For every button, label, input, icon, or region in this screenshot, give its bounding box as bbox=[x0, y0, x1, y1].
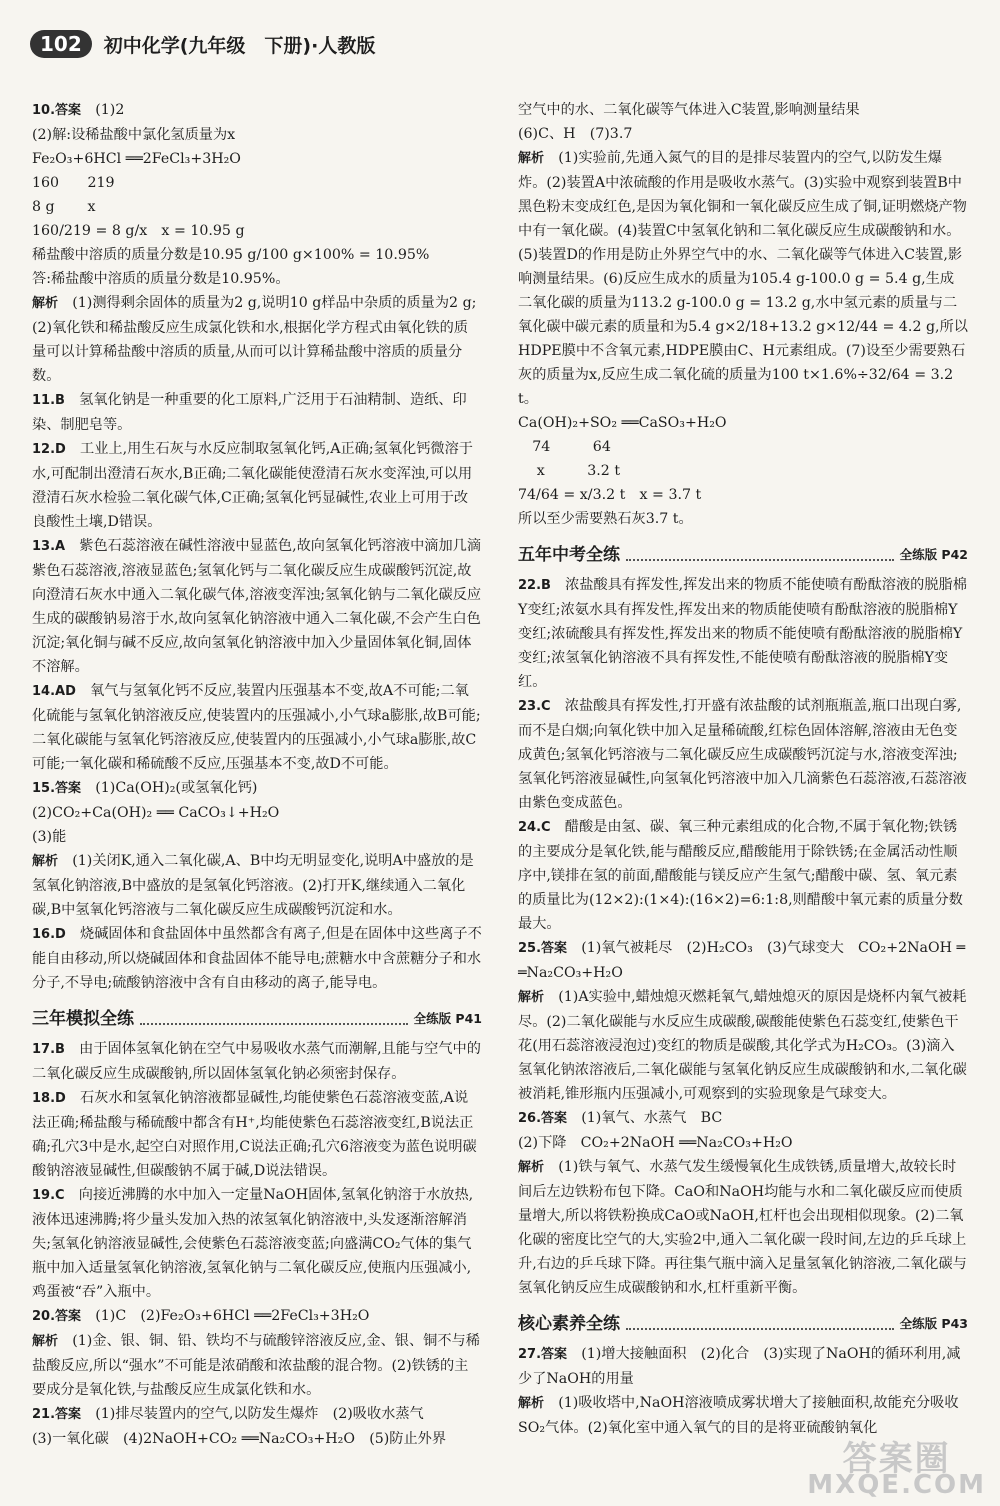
question-23: 23.C 浓盐酸具有挥发性,打开盛有浓盐酸的试剂瓶瓶盖,瓶口出现白雾,而不是白烟;向氧化铁中加入足量稀硫酸,红棕色固体溶解,溶液由无色变成黄色;氢氧化钙溶液与二氧化碳反应生成碳酸钙沉淀与水,溶液变浑浊;氢氧化钙溶液显碱性,向氢氧化钙溶液中加入几滴紫色石蕊溶液,石蕊溶液由紫色变成蓝色。 bbox=[518, 698, 967, 811]
question-12: 12.D 工业上,用生石灰与水反应制取氢氧化钙,A正确;氢氧化钙微溶于水,可配制出澄清石灰水,B正确;二氧化碳能使澄清石灰水变浑浊,可以用澄清石灰水检验二氧化碳气体,C正确;氢氧化钙显碱性,农业上可用于改良酸性土壤,D错误。 bbox=[32, 441, 473, 530]
page-header bbox=[30, 22, 375, 66]
section-divider bbox=[626, 1328, 894, 1330]
page-number: 102 bbox=[30, 30, 92, 58]
question-11: 11.B 氢氧化钠是一种重要的化工原料,广泛用于石油精制、造纸、印染、制肥皂等。 bbox=[32, 392, 467, 433]
section-header-five-year: 五年中考全练 全练版 P42 bbox=[518, 545, 968, 565]
watermark-logo: 答案圈 MXQE.COM bbox=[807, 1439, 986, 1500]
section-divider bbox=[140, 1023, 408, 1025]
question-20: 20.答案 (1)C (2)Fe₂O₃+6HCl ══2FeCl₃+3H₂O 解析 (1)金、银、铜、铅、铁均不与硫酸锌溶液反应,金、银、铜不与稀盐酸反应,所以“强水”不可能是浓硝酸和浓盐酸的混合物。(2)铁锈的主要成分是氧化铁,与盐酸反应生成氯化铁和水。 bbox=[32, 1308, 480, 1398]
question-10: 10.答案 (1)2 (2)解:设稀盐酸中氯化氢质量为x Fe₂O₃+6HCl ══2FeCl₃+3H₂O 160 219 8 g x 160/219 = 8 g/x x = 10.95 g 稀盐酸中溶质的质量分数是10.95 g/100 g×100% = 10.95% 答:稀盐酸中溶质的质量分数是10.95%。 解析 (1)测得剩余固体的质量为2 g,说明10 g样品中杂质的质量为2 g;(2)氧化铁和稀盐酸反应生成氯化铁和水,根据化学方程式由氧化铁的质量可以计算稀盐酸中溶质的质量,从而可以计算稀盐酸中溶质的质量分数。 bbox=[32, 102, 477, 384]
question-14: 14.AD 氧气与氢氧化钙不反应,装置内压强基本不变,故A不可能;二氧化硫能与氢氧化钠溶液反应,使装置内的压强减小,小气球a膨胀,故B可能;二氧化碳能与氢氧化钙溶液反应,使装置内的压强减小,小气球a膨胀,故C可能;一氧化碳和稀硫酸不反应,压强基本不变,故D不可能。 bbox=[32, 683, 481, 772]
question-13: 13.A 紫色石蕊溶液在碱性溶液中显蓝色,故向氢氧化钙溶液中滴加几滴紫色石蕊溶液,溶液显蓝色;氢氧化钙与二氧化碳反应生成碳酸钙沉淀,故向澄清石灰水中通入二氧化碳气体,溶液变浑浊;氢氧化钠与二氧化碳反应生成的碳酸钠易溶于水,故向氢氧化钠溶液中通入二氧化碳,不会产生白色沉淀;氧化铜与碱不反应,故向氢氧化钠溶液中加入少量固体氧化铜,固体不溶解。 bbox=[32, 538, 482, 675]
section-header-core-literacy: 核心素养全练 全练版 P43 bbox=[518, 1314, 968, 1334]
question-16: 16.D 烧碱固体和食盐固体中虽然都含有离子,但是在固体中这些离子不能自由移动,所以烧碱固体和食盐固体不能导电;蔗糖水中含蔗糖分子和水分子,不导电;硫酸钠溶液中含有自由移动的离子,能导电。 bbox=[32, 926, 482, 991]
question-21-continued: 空气中的水、二氧化碳等气体进入C装置,影响测量结果 (6)C、H (7)3.7 解析 (1)实验前,先通入氮气的目的是排尽装置内的空气,以防发生爆炸。(2)装置A中浓硫酸的作用是吸收水蒸气。(3)实验中观察到装置B中黑色粉末变成红色,是因为氧化铜和一氧化碳反应生成了铜,证明燃烧产物中有一氧化碳。(4)装置C中氢氧化钠和二氧化碳反应生成碳酸钠和水。(5)装置D的作用是防止外界空气中的水、二氧化碳等气体进入C装置,影响测量结果。(6)反应生成水的质量为105.4 g-100.0 g = 5.4 g,生成二氧化碳的质量为113.2 g-100.0 g = 13.2 g,水中氢元素的质量与二氧化碳中碳元素的质量和为5.4 g×2/18+13.2 g×12/44 = 4.2 g,所以HDPE膜中不含氧元素,HDPE膜由C、H元素组成。(7)设至少需要熟石灰的质量为x,反应生成二氧化硫的质量为100 t×1.6%÷32/64 = 3.2 t。 Ca(OH)₂+SO₂ ══CaSO₃+H₂O 74 64 x 3.2 t 74/64 = x/3.2 t x = 3.7 t 所以至少需要熟石灰3.7 t。 bbox=[518, 102, 968, 527]
question-22: 22.B 浓盐酸具有挥发性,挥发出来的物质不能使喷有酚酞溶液的脱脂棉Y变红;浓氨水具有挥发性,挥发出来的物质能使喷有酚酞溶液的脱脂棉Y变红;浓硫酸具有挥发性,挥发出来的物质不能使喷有酚酞溶液的脱脂棉Y变红;浓氢氧化钠溶液不具有挥发性,不能使喷有酚酞溶液的脱脂棉Y变红。 bbox=[518, 577, 967, 690]
question-15: 15.答案 (1)Ca(OH)₂(或氢氧化钙) (2)CO₂+Ca(OH)₂ ══ CaCO₃↓+H₂O (3)能 解析 (1)关闭K,通入二氧化碳,A、B中均无明显变化,说明A中盛放的是氢氧化钠溶液,B中盛放的是氢氧化钙溶液。(2)打开K,继续通入二氧化碳,B中氢氧化钙溶液与二氧化碳反应生成碳酸钙沉淀和水。 bbox=[32, 780, 474, 918]
book-title: 初中化学(九年级 下册)·人教版 bbox=[103, 34, 376, 57]
question-27: 27.答案 (1)增大接触面积 (2)化合 (3)实现了NaOH的循环利用,减少了NaOH的用量 解析 (1)吸收塔中,NaOH溶液喷成雾状增大了接触面积,故能充分吸收SO₂气体。(2)氧化室中通入氧气的目的是将亚硫酸钠氧化 bbox=[518, 1346, 961, 1436]
question-24: 24.C 醋酸是由氢、碳、氧三种元素组成的化合物,不属于氧化物;铁锈的主要成分是氧化铁,能与醋酸反应,醋酸能用于除铁锈;在金属活动性顺序中,镁排在氢的前面,醋酸能与镁反应产生氢气;醋酸中碳、氢、氧元素的质量比为(12×2):(1×4):(16×2)=6:1:8,则醋酸中氧元素的质量分数最大。 bbox=[518, 819, 963, 932]
question-25: 25.答案 (1)氧气被耗尽 (2)H₂CO₃ (3)气球变大 CO₂+2NaOH ══Na₂CO₃+H₂O 解析 (1)A实验中,蜡烛熄灭燃耗氧气,蜡烛熄灭的原因是烧杯内氧气被耗尽。(2)二氧化碳能与水反应生成碳酸,碳酸能使紫色石蕊变红,使紫色干花(用石蕊溶液浸泡过)变红的物质是碳酸,其化学式为H₂CO₃。(3)滴入氢氧化钠浓溶液后,二氧化碳能与氢氧化钠反应生成碳酸钠和水,二氧化碳被消耗,锥形瓶内压强减小,可观察到的实验现象是气球变大。 bbox=[518, 940, 967, 1102]
question-19: 19.C 向接近沸腾的水中加入一定量NaOH固体,氢氧化钠溶于水放热,液体迅速沸腾;将少量头发加入热的浓氢氧化钠溶液中,头发逐渐溶解消失;氢氧化钠溶液显碱性,会使紫色石蕊溶液变蓝;向盛满CO₂气体的集气瓶中加入适量氢氧化钠溶液,氢氧化钠与二氧化碳反应,使瓶内压强减小,鸡蛋被“吞”入瓶中。 bbox=[32, 1187, 474, 1300]
section-header-three-year: 三年模拟全练 全练版 P41 bbox=[32, 1009, 482, 1029]
right-column bbox=[518, 98, 968, 1440]
section-divider bbox=[626, 559, 894, 561]
question-26: 26.答案 (1)氧气、水蒸气 BC (2)下降 CO₂+2NaOH ══Na₂CO₃+H₂O 解析 (1)铁与氧气、水蒸气发生缓慢氧化生成铁锈,质量增大,故较长时间后左边铁粉布包下降。CaO和NaOH均能与水和二氧化碳反应而使质量增大,所以将铁粉换成CaO或NaOH,杠杆也会出现相似现象。(2)二氧化碳的密度比空气的大,实验2中,通入二氧化碳一段时间,左边的乒乓球上升,右边的乒乓球下降。再往集气瓶中滴入足量氢氧化钠溶液,二氧化碳与氢氧化钠反应生成碳酸钠和水,杠杆重新平衡。 bbox=[518, 1110, 967, 1296]
question-21: 21.答案 (1)排尽装置内的空气,以防发生爆炸 (2)吸收水蒸气 (3)一氧化碳 (4)2NaOH+CO₂ ══Na₂CO₃+H₂O (5)防止外界 bbox=[32, 1406, 447, 1447]
question-17: 17.B 由于固体氢氧化钠在空气中易吸收水蒸气而潮解,且能与空气中的二氧化碳反应生成碳酸钠,所以固体氢氧化钠必须密封保存。 bbox=[32, 1041, 481, 1082]
question-18: 18.D 石灰水和氢氧化钠溶液都显碱性,均能使紫色石蕊溶液变蓝,A说法正确;稀盐酸与稀硫酸中都含有H⁺,均能使紫色石蕊溶液变红,B说法正确;孔穴3中是水,起空白对照作用,C说法正确;孔穴6溶液变为蓝色说明碳酸钠溶液显碱性,但碳酸钠不属于碱,D说法错误。 bbox=[32, 1090, 477, 1179]
left-column bbox=[32, 98, 482, 1451]
